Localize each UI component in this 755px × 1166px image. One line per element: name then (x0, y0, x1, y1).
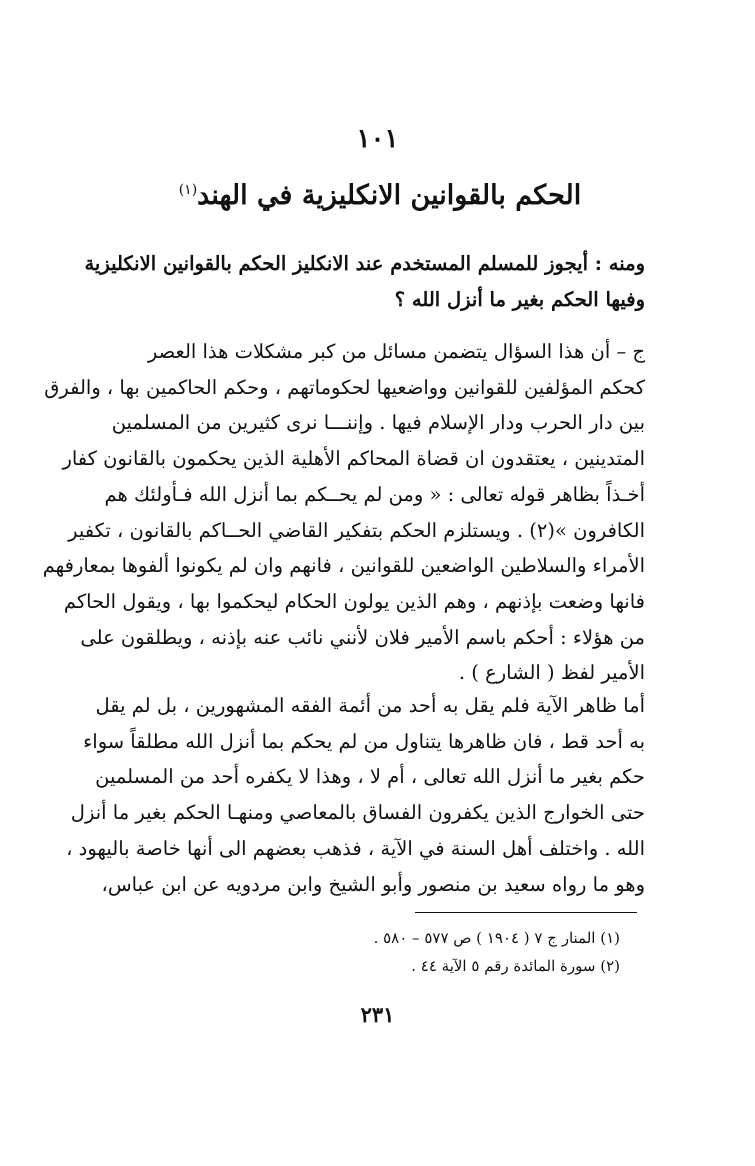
paragraph-line: أخـذاً بظاهر قوله تعالى : « ومن لم يحــكم بما أنزل الله فـأولئك هم (104, 482, 645, 506)
paragraph-line: الله . واختلف أهل السنة في الآية ، فذهب بعضهم الى أنها خاصة باليهود ، (66, 836, 645, 860)
footnote-item: (٢) سورة المائدة رقم ٥ الآية ٤٤ . (411, 957, 620, 975)
footnotes (300, 924, 620, 980)
question-line: وفيها الحكم بغير ما أنزل الله ؟ (394, 288, 645, 311)
paragraph-line: أما ظاهر الآية فلم يقل به أحد من أئمة الفقه المشهورين ، بل لم يقل (95, 694, 645, 717)
question-line: ومنه : أيجوز للمسلم المستخدم عند الانكليز الحكم بالقوانين الانكليزية (84, 252, 645, 275)
question-block (85, 246, 645, 318)
heading-footnote-marker: (١) (178, 182, 198, 198)
footnote-item: (١) المنار ج ٧ ( ١٩٠٤ ) ص ٥٧٧ – ٥٨٠ . (373, 929, 620, 947)
paragraph-line: حتى الخوارج الذين يكفرون الفساق بالمعاصي ومنهـا الحكم بغير ما أنزل (70, 801, 645, 825)
paragraph-line: الأمراء والسلاطين الواضعين للقوانين ، فانهم وان لم يكونوا ألفوها بمعارفهم (42, 554, 645, 578)
paragraph-line: من هؤلاء : أحكم باسم الأمير فلان لأنني نائب عنه بإذنه ، ويطلقون على (80, 625, 645, 649)
paragraph-line: حكم بغير ما أنزل الله تعالى ، أم لا ، وهذا لا يكفره أحد من المسلمين (95, 765, 645, 789)
paragraph-line: الأمير لفظ ( الشارع ) . (458, 661, 645, 685)
paragraph-line: وهو ما رواه سعيد بن منصور وأبو الشيخ وابن مردويه عن ابن عباس، (101, 872, 645, 896)
page-number: ٢٣١ (360, 1002, 395, 1027)
paragraph-line: فانها وضعت بإذنهم ، وهم الذين يولون الحكام ليحكموا بها ، ويقول الحاكم (63, 589, 645, 613)
paragraph-line: الكافرون »(٢) . ويستلزم الحكم بتفكير القاضي الحــاكم بالقانون ، تكفير (68, 518, 645, 542)
paragraph-line: المتدينين ، يعتقدون ان قضاة المحاكم الأهلية الذين يحكمون بالقانون كفار (62, 447, 645, 471)
answer-paragraph-1 (42, 334, 645, 691)
paragraph-line: به أحد قط ، فان ظاهرها يتناول من لم يحكم بما أنزل الله مطلقاً سواء (83, 729, 645, 753)
footnote-divider (415, 912, 637, 913)
answer-paragraph-2 (66, 688, 645, 902)
heading-title: الحكم بالقوانين الانكليزية في الهند (197, 180, 582, 211)
paragraph-line: كحكم المؤلفين للقوانين وواضعيها لحكوماتهم ، وحكم الحاكمين بها ، والفرق (44, 375, 645, 399)
section-heading (130, 180, 630, 211)
fatwa-number: ١٠١ (356, 124, 399, 154)
paragraph-line: بين دار الحرب ودار الإسلام فيها . وإننـــا نرى كثيرين من المسلمين (111, 411, 645, 435)
paragraph-line: ج – أن هذا السؤال يتضمن مسائل من كبر مشكلات هذا العصر (147, 340, 645, 363)
